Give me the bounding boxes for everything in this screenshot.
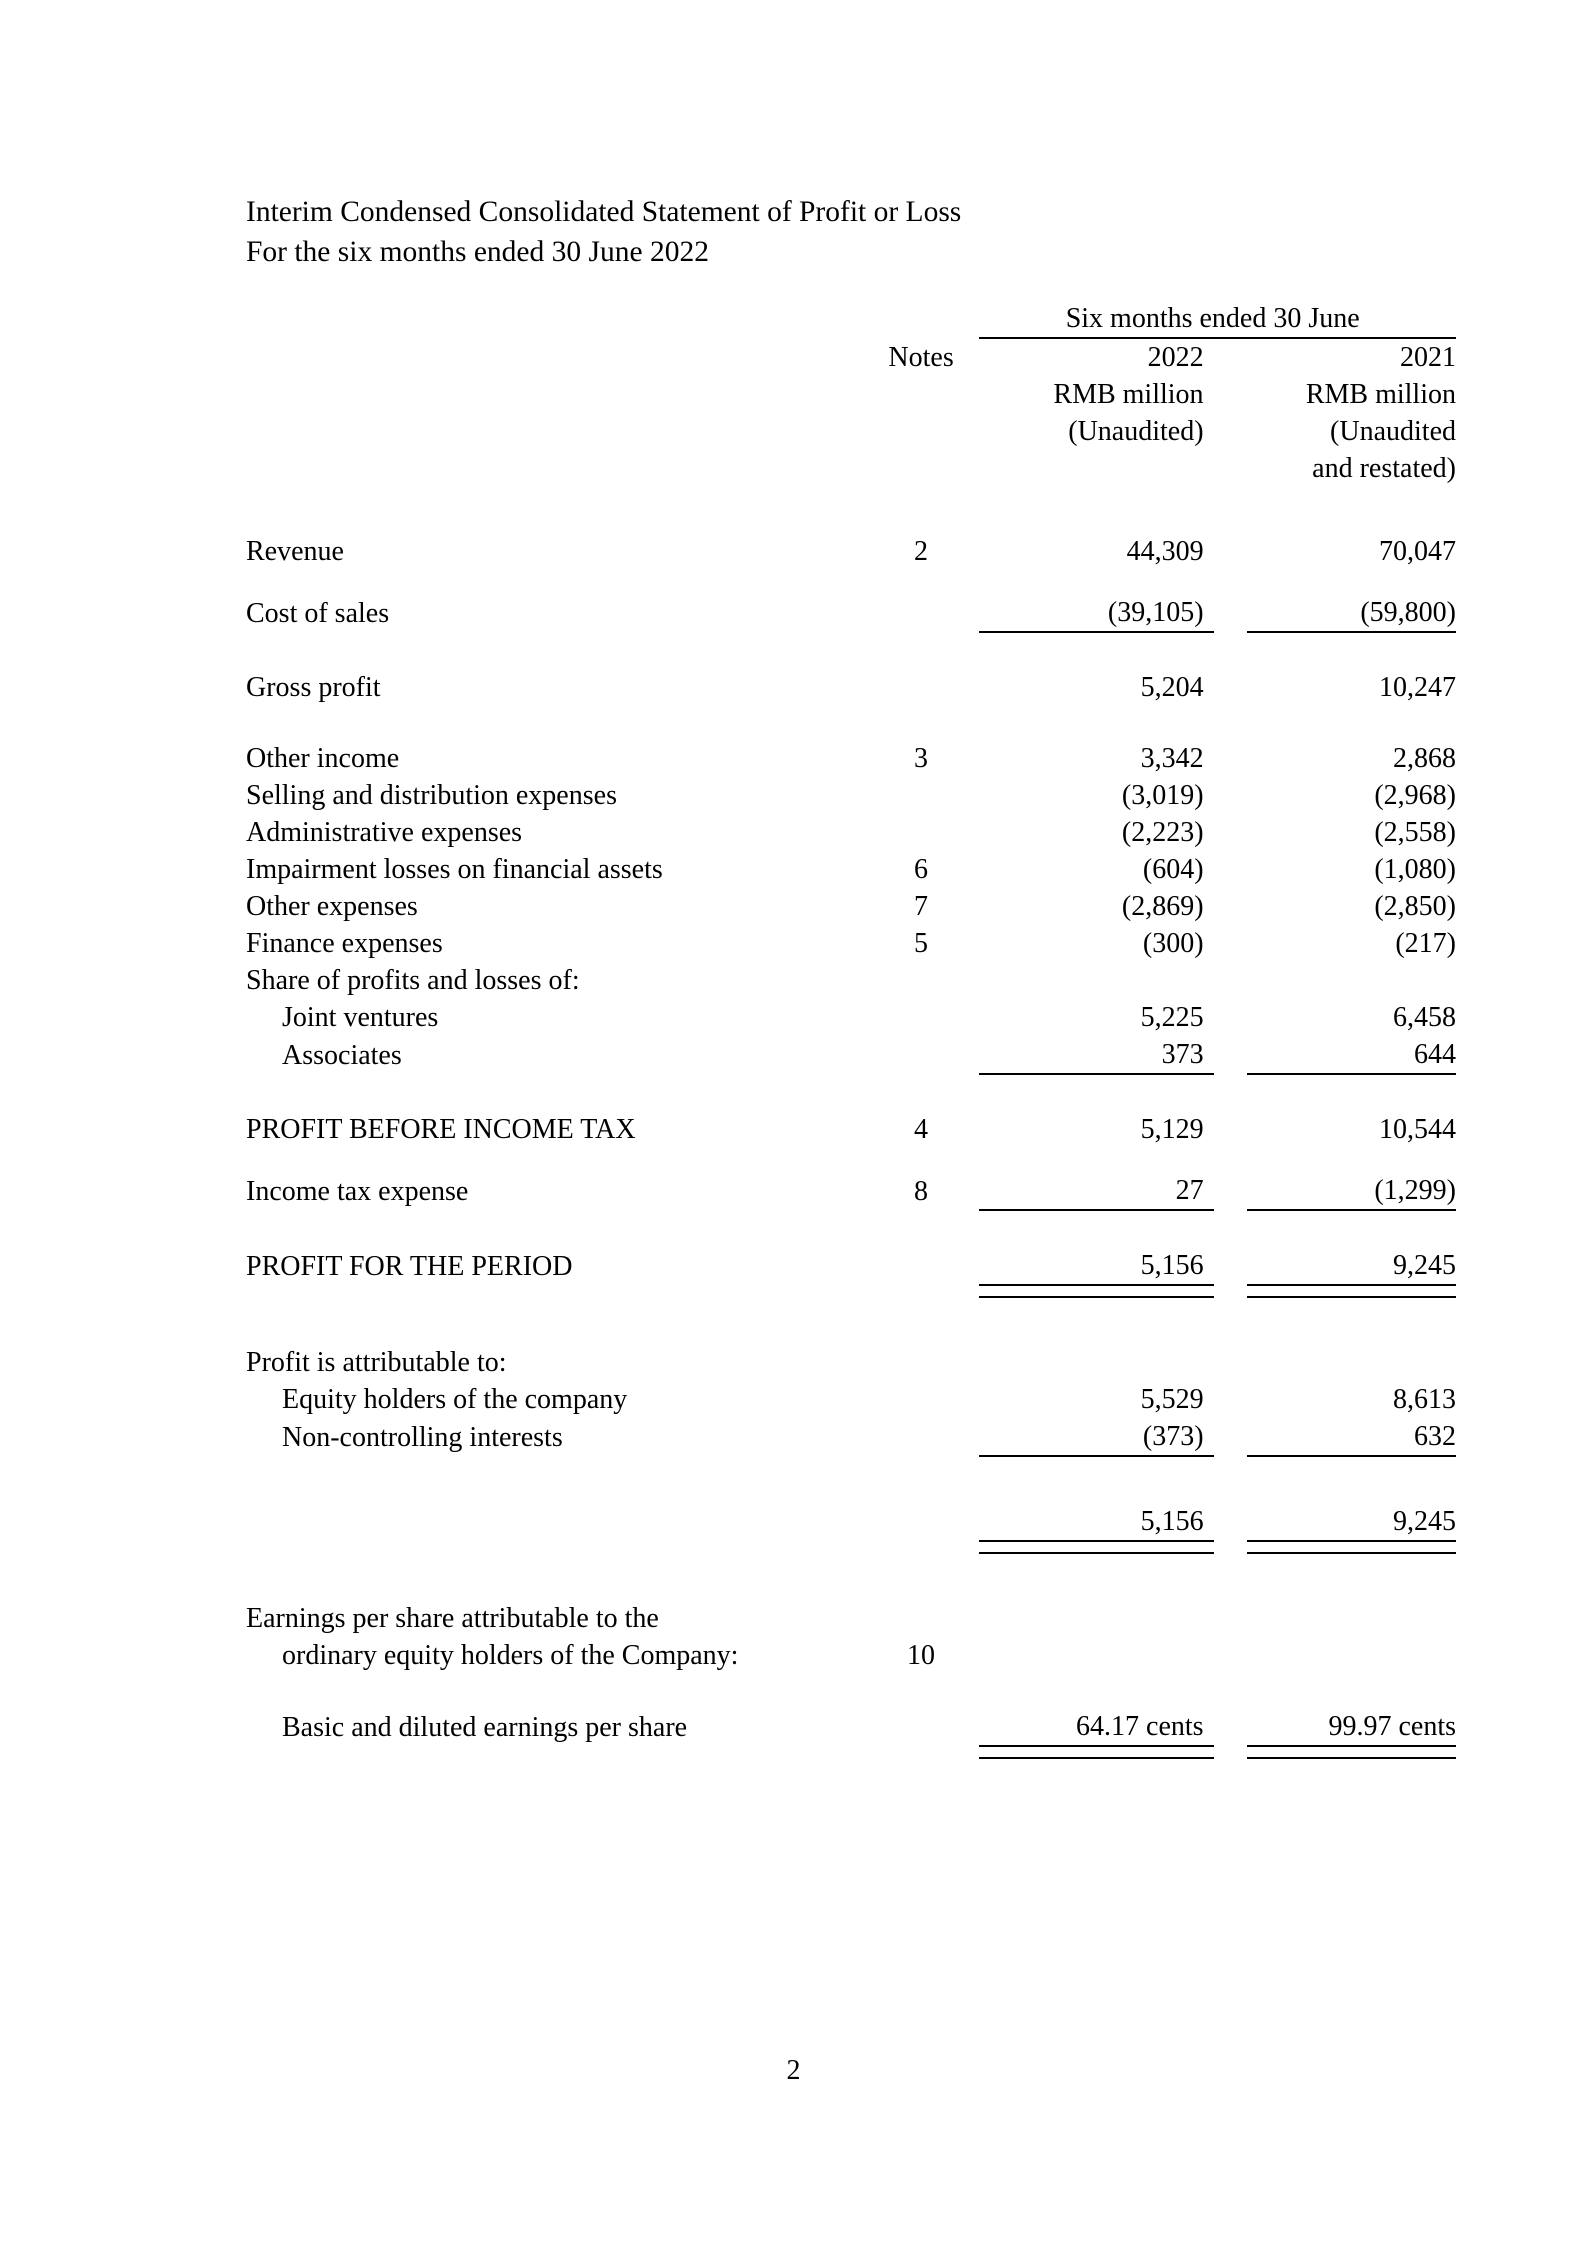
spacer-cell [246,706,1456,740]
header-gap-3 [1214,413,1248,450]
rule-blank-label [246,632,863,645]
header-basis-2021-line2: and restated) [1312,453,1456,484]
row-label-profit-attributable-heading: Profit is attributable to: [246,1347,507,1378]
row-label-share-of-profits-heading: Share of profits and losses of: [246,965,580,996]
row-gap-gross-profit [1214,669,1248,706]
row-note-attribution-total [863,1503,980,1541]
row-gap-jv [1214,999,1248,1036]
row-gap-attr-total [1214,1503,1248,1541]
row-value-2022-associates: 373 [1161,1039,1204,1070]
header-blank-label-5 [246,450,863,487]
rule-blank-note [863,1541,980,1553]
spacer-cell [246,1223,1456,1247]
row-label-impairment-losses: Impairment losses on financial assets [246,854,663,885]
row-gap-eps-h1 [1214,1600,1248,1637]
header-basis-2021-line1: (Unaudited [1330,416,1456,447]
row-value-2021-income-tax-expense: (1,299) [1374,1175,1456,1206]
row-value-2022-eps-heading-line1 [979,1600,1213,1637]
row-gap-finance [1214,925,1248,962]
row-value-2022-profit-before-income-tax: 5,129 [1140,1114,1204,1145]
row-value-2022-eps-heading-line2 [979,1637,1213,1674]
row-note-basic-diluted-eps [863,1708,980,1746]
profit-or-loss-table [246,300,1456,1759]
row-note-eps-heading-line1 [863,1600,980,1637]
header-blank-note-4 [863,413,980,450]
row-value-2021-administrative-expenses: (2,558) [1374,817,1456,848]
total-rule-profit-period [246,1285,1456,1297]
subtotal-rule-gross-profit [246,632,1456,645]
table-row-finance-expenses [246,925,1456,962]
row-value-2022-other-income: 3,342 [1140,743,1204,774]
row-gap-nci [1214,1418,1248,1456]
row-label-basic-diluted-eps: Basic and diluted earnings per share [282,1712,688,1743]
row-note-associates [863,1036,980,1074]
row-label-selling-distribution-expenses: Selling and distribution expenses [246,780,617,811]
row-label-other-expenses: Other expenses [246,891,418,922]
row-value-2022-income-tax-expense: 27 [1175,1175,1204,1206]
rule-gap [1214,632,1248,645]
table-row-other-income [246,740,1456,777]
row-note-other-expenses: 7 [914,891,929,922]
rule-gap [1214,1074,1248,1087]
table-row-gross-profit [246,669,1456,706]
row-label-profit-before-income-tax: PROFIT BEFORE INCOME TAX [246,1114,636,1145]
row-value-2021-attr-heading [1247,1344,1456,1381]
table-row-impairment-losses [246,851,1456,888]
spacer-gp-other-income [246,706,1456,740]
header-blank-label [246,300,863,338]
table-row-administrative-expenses [246,814,1456,851]
table-row-joint-ventures [246,999,1456,1036]
rule-blank-note [863,1456,980,1469]
table-row-income-tax-expense [246,1172,1456,1210]
table-header-span-row [246,300,1456,338]
table-row-share-of-profits-heading [246,962,1456,999]
rule-blank-label [246,1456,863,1469]
double-rule-2022 [979,1285,1213,1297]
row-gap-eps [1214,1708,1248,1746]
rule-gap [1214,1541,1248,1553]
row-label-profit-for-the-period: PROFIT FOR THE PERIOD [246,1251,573,1282]
rule-2021 [1247,1074,1456,1087]
row-value-2022-share-heading [979,962,1213,999]
row-note-income-tax-expense: 8 [914,1176,929,1207]
spacer-cell [246,487,1456,533]
row-value-2021-non-controlling-interests: 632 [1414,1421,1456,1452]
row-value-2021-other-income: 2,868 [1393,743,1456,774]
rule-blank-label [246,1746,863,1758]
row-value-2022-gross-profit: 5,204 [1140,672,1204,703]
spacer-cell [246,1469,1456,1503]
rule-blank-note [863,1746,980,1758]
rule-blank-note [863,1074,980,1087]
table-row-other-expenses [246,888,1456,925]
rule-blank-label [246,1210,863,1223]
row-note-impairment-losses: 6 [914,854,929,885]
row-gap-eps-h2 [1214,1637,1248,1674]
row-gap-selling [1214,777,1248,814]
row-label-cost-of-sales: Cost of sales [246,598,390,629]
row-value-2021-eps-heading-line2 [1247,1637,1456,1674]
row-note-revenue: 2 [914,536,929,567]
total-rule-eps [246,1746,1456,1758]
spacer-after-header [246,487,1456,533]
row-value-2022-revenue: 44,309 [1126,536,1204,567]
row-note-equity-holders [863,1381,980,1418]
row-label-gross-profit: Gross profit [246,672,381,703]
row-gap-tax [1214,1172,1248,1210]
row-label-non-controlling-interests: Non-controlling interests [282,1422,563,1453]
spacer-cell [246,1553,1456,1600]
spacer-cell [246,1087,1456,1111]
header-blank-label-3 [246,376,863,413]
row-label-eps-heading-line1: Earnings per share attributable to the [246,1603,659,1634]
row-value-2021-attribution-total: 9,245 [1393,1506,1456,1537]
row-value-2021-equity-holders: 8,613 [1393,1384,1456,1415]
row-value-2022-impairment-losses: (604) [1142,854,1204,885]
row-label-associates: Associates [282,1040,402,1071]
row-value-2021-other-expenses: (2,850) [1374,891,1456,922]
rule-gap [1214,1285,1248,1297]
rule-gap [1214,1456,1248,1469]
table-row-basic-diluted-eps [246,1708,1456,1746]
spacer-cell [246,645,1456,669]
double-rule-2021 [1247,1541,1456,1553]
row-gap-share-heading [1214,962,1248,999]
row-label-finance-expenses: Finance expenses [246,928,443,959]
page-title [246,192,1246,272]
row-value-2022-basic-diluted-eps: 64.17 cents [1076,1711,1204,1742]
rule-blank-note [863,1210,980,1223]
table-row-eps-heading-line1 [246,1600,1456,1637]
row-gap-pfp [1214,1247,1248,1285]
row-gap-cost-of-sales [1214,594,1248,632]
page-number: 2 [786,2055,801,2086]
header-period-span: Six months ended 30 June [979,300,1456,338]
header-unit-2021: RMB million [1305,379,1456,410]
row-value-2021-selling-distribution-expenses: (2,968) [1374,780,1456,811]
row-value-2022-administrative-expenses: (2,223) [1121,817,1204,848]
table-row-associates [246,1036,1456,1074]
row-value-2022-attr-heading [979,1344,1213,1381]
row-value-2022-finance-expenses: (300) [1142,928,1204,959]
row-value-2022-equity-holders: 5,529 [1140,1384,1204,1415]
rule-blank-label [246,1541,863,1553]
statement-title: Interim Condensed Consolidated Statement of Profit or Loss [246,196,962,228]
table-row-cost-of-sales [246,594,1456,632]
spacer-cell [246,1148,1456,1172]
rule-2022 [979,632,1213,645]
row-note-eps-heading-line2: 10 [907,1640,936,1671]
row-label-attribution-total [246,1503,863,1541]
row-note-attr-heading [863,1344,980,1381]
spacer-before-profit-period [246,1223,1456,1247]
table-header-basis-row [246,413,1456,450]
spacer-pbit-tax [246,1148,1456,1172]
row-gap-revenue [1214,533,1248,570]
header-blank-note-3 [863,376,980,413]
double-rule-2021 [1247,1285,1456,1297]
spacer-cell [246,1297,1456,1344]
header-year-2022: 2022 [1147,342,1204,373]
table-row-attribution-total [246,1503,1456,1541]
total-rule-attribution [246,1541,1456,1553]
header-gap-4 [1214,450,1248,487]
subtotal-rule-attribution [246,1456,1456,1469]
row-gap-attr-heading [1214,1344,1248,1381]
subtotal-rule-profit-period [246,1210,1456,1223]
row-label-equity-holders: Equity holders of the company [282,1384,628,1415]
row-note-administrative-expenses [863,814,980,851]
header-blank-note-5 [863,450,980,487]
row-value-2022-cost-of-sales: (39,105) [1107,597,1204,628]
row-label-revenue: Revenue [246,536,344,567]
row-value-2022-other-expenses: (2,869) [1121,891,1204,922]
row-label-income-tax-expense: Income tax expense [246,1176,469,1207]
row-value-2021-joint-ventures: 6,458 [1393,1002,1456,1033]
spacer-cell [246,570,1456,594]
double-rule-2021 [1247,1746,1456,1758]
row-gap-associates [1214,1036,1248,1074]
spacer-cell [246,1674,1456,1708]
row-note-selling-distribution-expenses [863,777,980,814]
row-gap-equity [1214,1381,1248,1418]
table-row-profit-attributable-heading [246,1344,1456,1381]
row-value-2022-non-controlling-interests: (373) [1142,1421,1204,1452]
header-basis-2022: (Unaudited) [1068,416,1204,447]
row-note-gross-profit [863,669,980,706]
row-value-2021-profit-before-income-tax: 10,544 [1379,1114,1456,1145]
row-value-2021-profit-for-the-period: 9,245 [1393,1250,1456,1281]
header-blank-label-2 [246,338,863,376]
rule-2022 [979,1074,1213,1087]
header-gap-2 [1214,376,1248,413]
row-note-other-income: 3 [914,743,929,774]
row-note-non-controlling-interests [863,1418,980,1456]
row-note-profit-for-the-period [863,1247,980,1285]
spacer-revenue-cos [246,570,1456,594]
header-blank-2022-2 [979,450,1213,487]
statement-period-subtitle: For the six months ended 30 June 2022 [246,236,709,268]
row-value-2021-eps-heading-line1 [1247,1600,1456,1637]
header-gap-1 [1214,338,1248,376]
header-year-2021: 2021 [1400,342,1456,373]
row-value-2021-cost-of-sales: (59,800) [1360,597,1456,628]
rule-blank-note [863,1285,980,1297]
table-header-basis-row-2 [246,450,1456,487]
spacer-eps [246,1674,1456,1708]
rule-gap [1214,1210,1248,1223]
row-value-2021-associates: 644 [1414,1039,1456,1070]
spacer-before-pbit [246,1087,1456,1111]
row-note-joint-ventures [863,999,980,1036]
spacer-before-eps [246,1553,1456,1600]
table-row-profit-before-income-tax [246,1111,1456,1148]
rule-blank-label [246,1285,863,1297]
rule-2022 [979,1456,1213,1469]
row-label-joint-ventures: Joint ventures [282,1002,439,1033]
table-row-selling-distribution-expenses [246,777,1456,814]
rule-2021 [1247,1210,1456,1223]
row-value-2021-revenue: 70,047 [1379,536,1456,567]
spacer-before-attr-total [246,1469,1456,1503]
table-header-year-row [246,338,1456,376]
row-note-profit-before-income-tax: 4 [914,1114,929,1145]
rule-gap [1214,1746,1248,1758]
row-value-2021-finance-expenses: (217) [1395,928,1456,959]
row-value-2021-impairment-losses: (1,080) [1374,854,1456,885]
header-blank-note [863,300,980,338]
row-value-2021-share-heading [1247,962,1456,999]
spacer-cos-gp [246,645,1456,669]
table-row-revenue [246,533,1456,570]
spacer-before-attribution [246,1297,1456,1344]
rule-blank-label [246,1074,863,1087]
row-value-2022-selling-distribution-expenses: (3,019) [1121,780,1204,811]
double-rule-2022 [979,1541,1213,1553]
rule-blank-note [863,632,980,645]
rule-2021 [1247,632,1456,645]
row-gap-other-expenses [1214,888,1248,925]
table-row-eps-heading-line2 [246,1637,1456,1674]
row-note-share-heading [863,962,980,999]
rule-2022 [979,1210,1213,1223]
row-gap-impairment [1214,851,1248,888]
row-gap-pbit [1214,1111,1248,1148]
rule-2021 [1247,1456,1456,1469]
row-label-other-income: Other income [246,743,400,774]
header-unit-2022: RMB million [1053,379,1204,410]
table-row-equity-holders [246,1381,1456,1418]
row-note-cost-of-sales [863,594,980,632]
row-value-2022-joint-ventures: 5,225 [1140,1002,1204,1033]
table-header-unit-row [246,376,1456,413]
row-note-finance-expenses: 5 [914,928,929,959]
row-label-administrative-expenses: Administrative expenses [246,817,523,848]
row-gap-admin [1214,814,1248,851]
header-notes-label: Notes [888,342,954,373]
table-row-non-controlling-interests [246,1418,1456,1456]
row-gap-other-income [1214,740,1248,777]
row-label-eps-heading-line2: ordinary equity holders of the Company: [282,1640,739,1671]
row-value-2022-attribution-total: 5,156 [1140,1506,1204,1537]
double-rule-2022 [979,1746,1213,1758]
row-value-2022-profit-for-the-period: 5,156 [1140,1250,1204,1281]
table-row-profit-for-the-period [246,1247,1456,1285]
header-blank-label-4 [246,413,863,450]
row-value-2021-basic-diluted-eps: 99.97 cents [1328,1711,1456,1742]
subtotal-rule-pbit [246,1074,1456,1087]
row-value-2021-gross-profit: 10,247 [1379,672,1456,703]
